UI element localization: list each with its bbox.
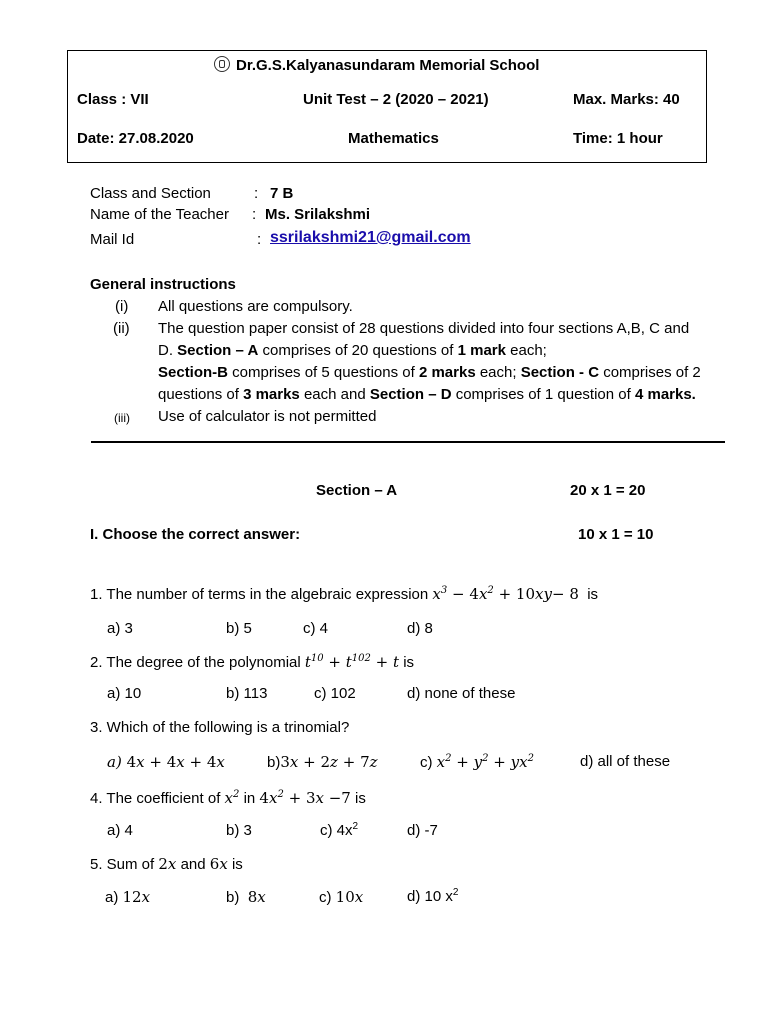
q2-option-c: c) 102 bbox=[314, 685, 356, 702]
instruction-iii-text: Use of calculator is not permitted bbox=[158, 408, 377, 425]
q4-option-a: a) 4 bbox=[107, 822, 133, 839]
question-3: 3. Which of the following is a trinomial? bbox=[90, 719, 350, 736]
q1-option-c: c) 4 bbox=[303, 620, 329, 637]
q2-option-d: d) none of these bbox=[407, 685, 516, 702]
part-marks: 10 x 1 = 10 bbox=[578, 526, 654, 543]
q4-expression: $4x^2 + 3x -7$ bbox=[259, 789, 351, 807]
test-name: Unit Test – 2 (2020 – 2021) bbox=[303, 91, 489, 108]
q1-expression: $x^3 - 4x^2 + 10xy- 8$ bbox=[432, 585, 579, 603]
instruction-ii-number: (ii) bbox=[113, 320, 130, 337]
q4-option-c: c) $4x^2$ bbox=[320, 821, 359, 839]
question-4: 4. The coefficient of $x^2$ in $4x^2 + 3x -7$ is bbox=[90, 789, 366, 807]
mail-colon: : bbox=[257, 231, 262, 248]
q3-option-b: b)3x + 2z + 7z bbox=[267, 753, 378, 771]
divider-line bbox=[91, 441, 725, 443]
section-label: Class and Section bbox=[90, 185, 211, 202]
mail-label: Mail Id bbox=[90, 231, 135, 248]
teacher-value: Ms. Srilakshmi bbox=[265, 206, 371, 223]
date: Date: 27.08.2020 bbox=[77, 130, 194, 147]
question-5: 5. Sum of 2x and 6x is bbox=[90, 855, 243, 873]
section-marks: 20 x 1 = 20 bbox=[570, 482, 646, 499]
school-name: Dr.G.S.Kalyanasundaram Memorial School bbox=[214, 56, 539, 74]
q1-option-d: d) 8 bbox=[407, 620, 433, 637]
teacher-label: Name of the Teacher bbox=[90, 206, 229, 223]
part-title: I. Choose the correct answer: bbox=[90, 526, 301, 543]
q3-option-d: d) all of these bbox=[580, 753, 671, 770]
class-label: Class : VII bbox=[77, 91, 149, 108]
section-title: Section – A bbox=[316, 482, 398, 499]
q2-expression: $t^{10} + t^{102} + t$ bbox=[304, 653, 400, 671]
q2-option-a: a) 10 bbox=[107, 685, 142, 702]
instruction-ii-line2: D. Section – A comprises of 20 questions of 1 mark each; bbox=[158, 342, 547, 359]
instruction-i-number: (i) bbox=[115, 298, 129, 315]
q1-option-b: b) 5 bbox=[226, 620, 252, 637]
section-colon: : bbox=[254, 185, 259, 202]
q5-option-a: a) 12x bbox=[105, 888, 151, 906]
max-marks: Max. Marks: 40 bbox=[573, 91, 680, 108]
q1-option-a: a) 3 bbox=[107, 620, 133, 637]
q4-option-d: d) -7 bbox=[407, 822, 438, 839]
q5-option-d: d) 10 $x^2$ bbox=[407, 887, 459, 905]
instruction-ii-line3: Section-B comprises of 5 questions of 2 marks each; Section - C comprises of 2 bbox=[158, 364, 701, 381]
question-1: 1. The number of terms in the algebraic expression $x^3 - 4x^2 + 10xy- 8$ is bbox=[90, 585, 599, 603]
teacher-colon: : bbox=[252, 206, 257, 223]
question-2: 2. The degree of the polynomial $t^{10} + t^{102} + t$ is bbox=[90, 653, 415, 671]
instruction-ii-line1: The question paper consist of 28 questions divided into four sections A,B, C and bbox=[158, 320, 690, 337]
subject: Mathematics bbox=[348, 130, 439, 147]
q4-option-b: b) 3 bbox=[226, 822, 252, 839]
instruction-iii-number: (iii) bbox=[114, 411, 130, 425]
instructions-title: General instructions bbox=[90, 276, 236, 293]
q5-option-c: c) 10x bbox=[319, 888, 364, 906]
time: Time: 1 hour bbox=[573, 130, 663, 147]
q3-option-c: c) $x^2 + y^2 + yx^2$ bbox=[420, 753, 534, 771]
q3-option-a: a) 4x + 4x + 4x bbox=[107, 753, 225, 771]
mail-link[interactable]: ssrilakshmi21@gmail.com bbox=[270, 229, 471, 246]
school-crest-icon bbox=[214, 56, 230, 72]
q5-option-b: b) 8x bbox=[226, 888, 266, 906]
section-value: 7 B bbox=[270, 185, 294, 202]
q2-option-b: b) 113 bbox=[226, 685, 268, 702]
instruction-ii-line4: questions of 3 marks each and Section – D comprises of 1 question of 4 marks. bbox=[158, 386, 696, 403]
instruction-i-text: All questions are compulsory. bbox=[158, 298, 353, 315]
